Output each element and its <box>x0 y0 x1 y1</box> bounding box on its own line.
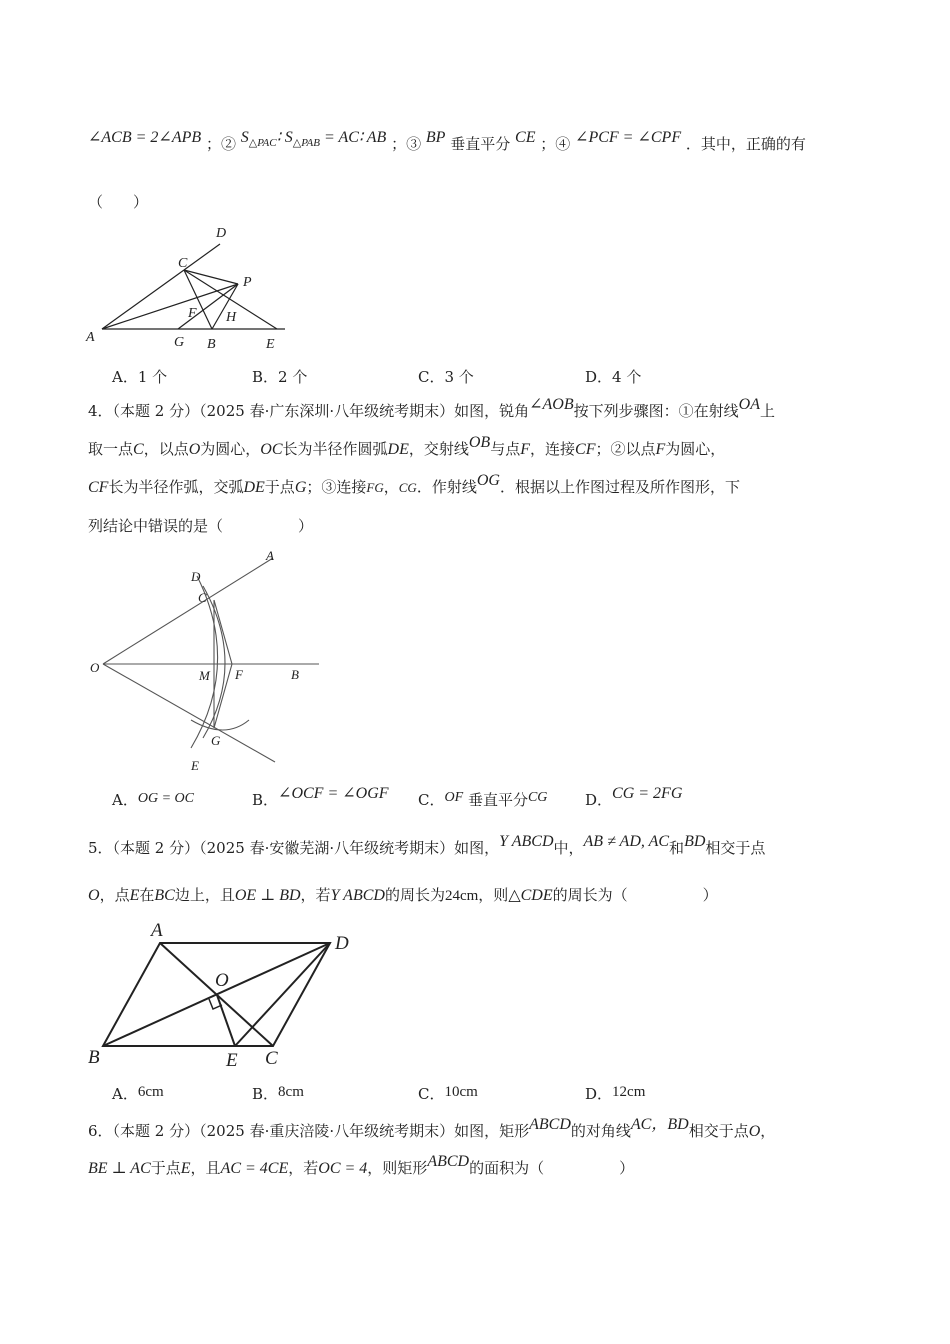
q4-label-E: E <box>191 758 199 773</box>
q5-label-O: O <box>215 970 229 991</box>
q3-sep-2: ；③ <box>391 135 422 153</box>
q3-label-F: F <box>188 306 197 321</box>
q3-label-B: B <box>207 337 216 352</box>
q3-stmt-4: ∠PCF = ∠CPF <box>575 129 682 146</box>
q5-label-A: A <box>151 920 163 941</box>
q3-option-a[interactable]: A．1 个 <box>112 368 168 386</box>
q5-option-d[interactable]: D．12cm <box>585 1084 646 1103</box>
q3-sep-3: ；④ <box>540 135 571 153</box>
q4-label-B: B <box>291 667 299 682</box>
q3-option-d[interactable]: D．4 个 <box>585 368 642 386</box>
q5-label-D: D <box>335 933 349 954</box>
q5-line-2: O，点E在BC边上，且OE ⊥ BD，若Y ABCD的周长为24cm，则△CDE的周长为（ ） <box>88 886 718 904</box>
q6-line-2: BE ⊥ AC于点E，且AC = 4CE，若OC = 4，则矩形ABCD的面积为（ ） <box>88 1153 635 1177</box>
q3-label-P: P <box>243 275 252 290</box>
q3-label-A: A <box>86 330 95 345</box>
q4-label-F: F <box>235 667 243 682</box>
q4-label-A: A <box>266 548 274 563</box>
q3-option-b[interactable]: B．2 个 <box>252 368 308 386</box>
q5-figure <box>85 918 360 1073</box>
q3-label-E: E <box>266 337 275 352</box>
q3-answer-paren: （ ） <box>88 193 149 211</box>
q4-option-b[interactable]: B．∠OCF = ∠OGF <box>252 785 389 809</box>
q3-figure <box>80 220 300 355</box>
q3-label-G: G <box>174 335 185 350</box>
q5-line-1: 5．（本题 2 分）（2025 春·安徽芜湖·八年级统考期末）如图，Y ABCD中，AB ≠ AD, AC和BD相交于点 <box>88 833 766 857</box>
q4-line-3: CF长为半径作弧，交弧DE于点G；③连接FG，CG．作射线OG．根据以上作图过程及所作图形，下 <box>88 472 740 496</box>
q4-label-C: C <box>198 590 207 605</box>
q3-label-D: D <box>216 226 227 241</box>
q5-label-B: B <box>88 1047 100 1068</box>
q4-label-D: D <box>191 569 201 584</box>
q3-stmt-3b: 垂直平分 <box>450 135 511 153</box>
q3-tail: ．其中，正确的有 <box>685 135 806 153</box>
q4-label-O: O <box>90 660 100 675</box>
q3-option-c[interactable]: C．3 个 <box>418 368 474 386</box>
q4-line-4: 列结论中错误的是（ ） <box>88 517 314 535</box>
q4-line-1: 4．（本题 2 分）（2025 春·广东深圳·八年级统考期末）如图，锐角∠AOB按下列步骤图：①在射线OA上 <box>88 396 775 420</box>
q4-label-G: G <box>211 733 221 748</box>
q5-option-a[interactable]: A．6cm <box>112 1084 164 1103</box>
q5-label-C: C <box>265 1048 278 1069</box>
q5-label-E: E <box>226 1050 238 1071</box>
q3-stmt-3c: CE <box>515 129 536 146</box>
q5-option-c[interactable]: C．10cm <box>418 1084 478 1103</box>
q4-figure <box>85 548 325 778</box>
q4-line-2: 取一点C，以点O为圆心，OC长为半径作圆弧DE，交射线OB与点F，连接CF；②以点F为圆心， <box>88 434 726 458</box>
q3-sep-1: ；② <box>205 135 236 153</box>
q4-label-M: M <box>199 668 210 683</box>
q3-label-C: C <box>178 256 188 271</box>
q4-option-c[interactable]: C．OF 垂直平分CG <box>418 790 548 809</box>
q3-label-H: H <box>226 310 237 325</box>
q3-stmt-3a: BP <box>425 129 446 146</box>
q5-option-b[interactable]: B．8cm <box>252 1084 304 1103</box>
q6-line-1: 6．（本题 2 分）（2025 春·重庆涪陵·八年级统考期末）如图，矩形ABCD的对角线AC，BD相交于点O， <box>88 1116 776 1140</box>
q4-option-d[interactable]: D．CG = 2FG <box>585 785 683 809</box>
q3-stmt-1: ∠ACB = 2∠APB <box>88 129 202 146</box>
q4-option-a[interactable]: A．OG = OC <box>112 791 194 809</box>
q3-stmt-2: $S_{\triangle PAC}∶$ $S_{\triangle PAB}$ = AC∶ AB <box>240 129 387 150</box>
q3-statements-line <box>88 129 806 160</box>
